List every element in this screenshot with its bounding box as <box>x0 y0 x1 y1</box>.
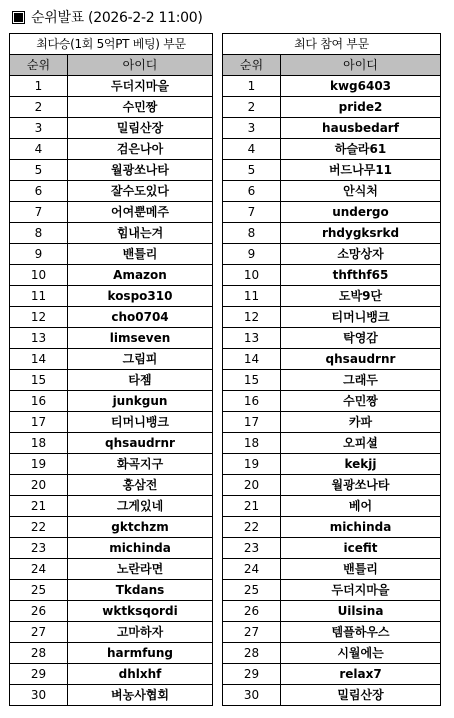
table-row <box>10 202 213 223</box>
table-row <box>10 286 213 307</box>
user-id-cell: 수민짱 <box>281 391 441 412</box>
most-wins-table <box>9 33 213 706</box>
table-row <box>223 223 441 244</box>
rank-cell: 10 <box>223 265 281 286</box>
rank-cell: 15 <box>10 370 68 391</box>
table-row <box>10 685 213 706</box>
user-id-cell: 어여뿐메주 <box>68 202 213 223</box>
user-id-cell: 템플하우스 <box>281 622 441 643</box>
user-id-cell: 소망상자 <box>281 244 441 265</box>
user-id-cell: limseven <box>68 328 213 349</box>
user-id-cell: 티머니뱅크 <box>281 307 441 328</box>
table-row <box>223 349 441 370</box>
table-row <box>223 181 441 202</box>
table-row <box>10 244 213 265</box>
id-column-header: 아이디 <box>68 55 213 76</box>
table-row <box>223 160 441 181</box>
rank-cell: 21 <box>10 496 68 517</box>
table-row <box>10 97 213 118</box>
rank-cell: 20 <box>223 475 281 496</box>
user-id-cell: 그게있네 <box>68 496 213 517</box>
table-row <box>223 97 441 118</box>
user-id-cell: 버드나무11 <box>281 160 441 181</box>
rank-cell: 29 <box>223 664 281 685</box>
table-row <box>10 601 213 622</box>
rank-cell: 9 <box>10 244 68 265</box>
table-row <box>223 139 441 160</box>
user-id-cell: 월광쏘나타 <box>281 475 441 496</box>
user-id-cell: michinda <box>281 517 441 538</box>
rank-cell: 27 <box>223 622 281 643</box>
table-row <box>223 412 441 433</box>
table-row <box>223 76 441 97</box>
rank-cell: 22 <box>223 517 281 538</box>
table-row <box>223 244 441 265</box>
table-row <box>223 307 441 328</box>
rank-cell: 25 <box>223 580 281 601</box>
id-column-header: 아이디 <box>281 55 441 76</box>
rank-cell: 23 <box>223 538 281 559</box>
rank-cell: 16 <box>10 391 68 412</box>
user-id-cell: wktksqordi <box>68 601 213 622</box>
rank-cell: 18 <box>10 433 68 454</box>
table-row <box>223 370 441 391</box>
rank-cell: 2 <box>223 97 281 118</box>
table-row <box>223 622 441 643</box>
rank-cell: 4 <box>10 139 68 160</box>
table-row <box>10 475 213 496</box>
table-row <box>10 559 213 580</box>
rank-cell: 17 <box>223 412 281 433</box>
rank-cell: 21 <box>223 496 281 517</box>
user-id-cell: 두더지마을 <box>68 76 213 97</box>
most-participation-rows <box>223 76 441 706</box>
table-row <box>10 160 213 181</box>
square-bullet-icon <box>12 11 25 24</box>
user-id-cell: thfthf65 <box>281 265 441 286</box>
table-row <box>10 223 213 244</box>
rank-cell: 12 <box>10 307 68 328</box>
user-id-cell: Tkdans <box>68 580 213 601</box>
page-title-bar <box>12 6 203 28</box>
rank-cell: 10 <box>10 265 68 286</box>
table-row <box>10 307 213 328</box>
rank-cell: 30 <box>10 685 68 706</box>
rank-cell: 3 <box>223 118 281 139</box>
user-id-cell: 검은나아 <box>68 139 213 160</box>
table-row <box>10 622 213 643</box>
user-id-cell: Amazon <box>68 265 213 286</box>
rank-cell: 4 <box>223 139 281 160</box>
rank-cell: 19 <box>10 454 68 475</box>
user-id-cell: 월광쏘나타 <box>68 160 213 181</box>
table-row <box>223 475 441 496</box>
rank-cell: 17 <box>10 412 68 433</box>
rank-cell: 26 <box>10 601 68 622</box>
user-id-cell: kwg6403 <box>281 76 441 97</box>
user-id-cell: 티머니뱅크 <box>68 412 213 433</box>
user-id-cell: qhsaudrnr <box>68 433 213 454</box>
rank-cell: 7 <box>10 202 68 223</box>
rank-cell: 13 <box>10 328 68 349</box>
table-row <box>223 286 441 307</box>
table-row <box>223 559 441 580</box>
user-id-cell: 그림피 <box>68 349 213 370</box>
rank-cell: 8 <box>223 223 281 244</box>
rank-cell: 1 <box>10 76 68 97</box>
table-row <box>223 496 441 517</box>
rank-cell: 9 <box>223 244 281 265</box>
user-id-cell: cho0704 <box>68 307 213 328</box>
user-id-cell: 안식처 <box>281 181 441 202</box>
table-row <box>10 370 213 391</box>
rank-cell: 13 <box>223 328 281 349</box>
user-id-cell: 벼농사협회 <box>68 685 213 706</box>
table-row <box>223 643 441 664</box>
most-participation-caption: 최다 참여 부문 <box>223 34 441 55</box>
user-id-cell: hausbedarf <box>281 118 441 139</box>
most-participation-header-row <box>223 55 441 76</box>
user-id-cell: kekjj <box>281 454 441 475</box>
table-row <box>10 496 213 517</box>
user-id-cell: 수민짱 <box>68 97 213 118</box>
table-row <box>223 118 441 139</box>
user-id-cell: 시월에는 <box>281 643 441 664</box>
rank-cell: 11 <box>10 286 68 307</box>
user-id-cell: undergo <box>281 202 441 223</box>
rank-cell: 22 <box>10 517 68 538</box>
user-id-cell: rhdygksrkd <box>281 223 441 244</box>
table-row <box>10 328 213 349</box>
table-row <box>10 76 213 97</box>
rank-cell: 29 <box>10 664 68 685</box>
user-id-cell: 고마하자 <box>68 622 213 643</box>
rank-cell: 18 <box>223 433 281 454</box>
user-id-cell: 두더지마을 <box>281 580 441 601</box>
table-row <box>10 349 213 370</box>
table-row <box>10 454 213 475</box>
user-id-cell: 밀림산장 <box>281 685 441 706</box>
user-id-cell: 탁영감 <box>281 328 441 349</box>
table-row <box>223 538 441 559</box>
user-id-cell: relax7 <box>281 664 441 685</box>
rank-cell: 30 <box>223 685 281 706</box>
rank-cell: 5 <box>223 160 281 181</box>
table-row <box>10 664 213 685</box>
user-id-cell: pride2 <box>281 97 441 118</box>
user-id-cell: 도박9단 <box>281 286 441 307</box>
rank-cell: 20 <box>10 475 68 496</box>
user-id-cell: qhsaudrnr <box>281 349 441 370</box>
most-wins-caption: 최다승(1회 5억PT 베팅) 부문 <box>10 34 213 55</box>
table-row <box>223 580 441 601</box>
table-row <box>223 328 441 349</box>
rank-cell: 14 <box>10 349 68 370</box>
rank-cell: 1 <box>223 76 281 97</box>
user-id-cell: michinda <box>68 538 213 559</box>
user-id-cell: 잘수도있다 <box>68 181 213 202</box>
user-id-cell: dhlxhf <box>68 664 213 685</box>
table-row <box>223 454 441 475</box>
table-row <box>223 517 441 538</box>
rank-cell: 28 <box>223 643 281 664</box>
rank-cell: 8 <box>10 223 68 244</box>
user-id-cell: kospo310 <box>68 286 213 307</box>
rank-cell: 14 <box>223 349 281 370</box>
table-row <box>223 433 441 454</box>
user-id-cell: 그래두 <box>281 370 441 391</box>
user-id-cell: harmfung <box>68 643 213 664</box>
table-row <box>10 118 213 139</box>
rank-cell: 11 <box>223 286 281 307</box>
user-id-cell: 오피셜 <box>281 433 441 454</box>
rank-cell: 19 <box>223 454 281 475</box>
table-row <box>10 412 213 433</box>
table-row <box>10 580 213 601</box>
user-id-cell: 베어 <box>281 496 441 517</box>
user-id-cell: 밀림산장 <box>68 118 213 139</box>
rank-cell: 28 <box>10 643 68 664</box>
table-row <box>10 538 213 559</box>
rank-cell: 26 <box>223 601 281 622</box>
user-id-cell: 하슬라61 <box>281 139 441 160</box>
rank-cell: 24 <box>10 559 68 580</box>
user-id-cell: junkgun <box>68 391 213 412</box>
user-id-cell: 노란라면 <box>68 559 213 580</box>
rank-cell: 16 <box>223 391 281 412</box>
user-id-cell: 타젬 <box>68 370 213 391</box>
most-wins-rows <box>10 76 213 706</box>
rank-cell: 6 <box>10 181 68 202</box>
rank-cell: 5 <box>10 160 68 181</box>
rank-column-header: 순위 <box>10 55 68 76</box>
rank-cell: 24 <box>223 559 281 580</box>
user-id-cell: icefit <box>281 538 441 559</box>
rank-cell: 3 <box>10 118 68 139</box>
table-row <box>10 265 213 286</box>
table-row <box>10 139 213 160</box>
table-row <box>10 433 213 454</box>
user-id-cell: 밴틀리 <box>281 559 441 580</box>
table-row <box>223 601 441 622</box>
rank-cell: 7 <box>223 202 281 223</box>
table-row <box>223 664 441 685</box>
user-id-cell: 카파 <box>281 412 441 433</box>
rank-cell: 2 <box>10 97 68 118</box>
rank-cell: 15 <box>223 370 281 391</box>
user-id-cell: 밴틀리 <box>68 244 213 265</box>
page-title: 순위발표 (2026-2-2 11:00) <box>31 10 203 26</box>
most-wins-header-row <box>10 55 213 76</box>
rank-cell: 12 <box>223 307 281 328</box>
table-row <box>10 643 213 664</box>
table-row <box>10 181 213 202</box>
user-id-cell: 홍삼전 <box>68 475 213 496</box>
table-row <box>223 265 441 286</box>
rank-cell: 27 <box>10 622 68 643</box>
user-id-cell: 힘내는겨 <box>68 223 213 244</box>
most-participation-caption-row <box>223 34 441 55</box>
table-row <box>10 391 213 412</box>
user-id-cell: gktchzm <box>68 517 213 538</box>
rank-cell: 6 <box>223 181 281 202</box>
table-row <box>223 391 441 412</box>
rank-cell: 23 <box>10 538 68 559</box>
rank-column-header: 순위 <box>223 55 281 76</box>
rank-cell: 25 <box>10 580 68 601</box>
user-id-cell: 화곡지구 <box>68 454 213 475</box>
table-row <box>223 202 441 223</box>
table-row <box>10 517 213 538</box>
user-id-cell: Uilsina <box>281 601 441 622</box>
table-row <box>223 685 441 706</box>
most-wins-caption-row <box>10 34 213 55</box>
most-participation-table <box>222 33 441 706</box>
